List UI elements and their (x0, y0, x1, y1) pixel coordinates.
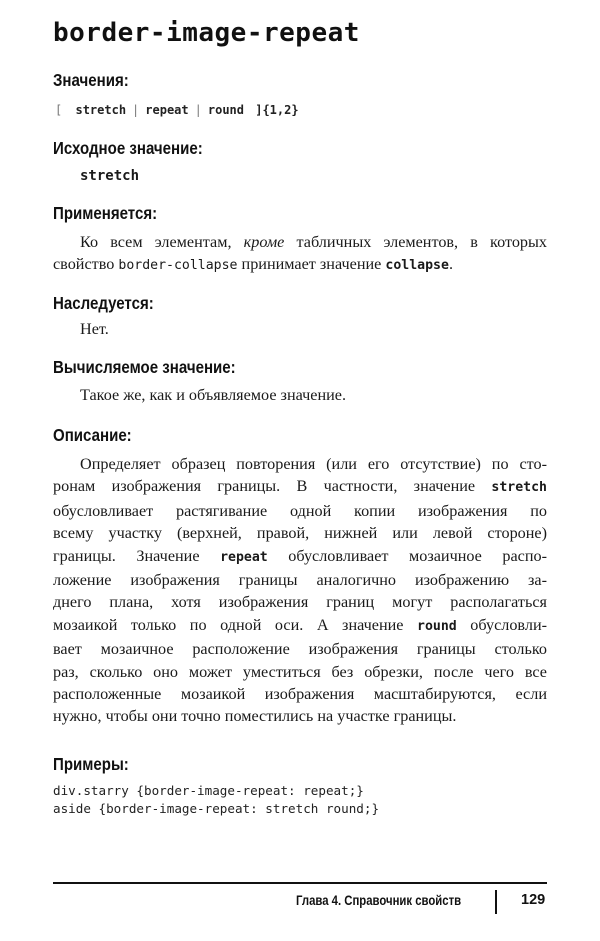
inherited-value: Нет. (80, 320, 109, 338)
footer-separator (495, 890, 497, 914)
text-run: обусловливает мозаичное распо- (267, 546, 547, 565)
footer-divider (53, 882, 547, 884)
paragraph-line: всему участку (верхней, правой, нижней или левой стороне) (53, 524, 547, 543)
applies-paragraph (53, 231, 547, 278)
initial-value: stretch (80, 168, 140, 184)
examples-heading: Примеры: (53, 754, 129, 774)
applies-heading: Применяется: (53, 203, 158, 223)
values-heading: Значения: (53, 70, 129, 90)
computed-value: Такое же, как и объявляемое значение. (80, 386, 347, 404)
syntax-option-stretch: stretch (75, 103, 127, 117)
property-title: border-image-repeat (53, 18, 360, 48)
text-run: мозаикой только по одной оси. А значение (53, 615, 418, 634)
inline-code: collapse (385, 258, 449, 274)
description-heading: Описание: (53, 425, 132, 445)
text-run: свойство (53, 255, 119, 274)
inherited-heading: Наследуется: (53, 293, 154, 313)
initial-heading: Исходное значение: (53, 138, 203, 158)
example-code-1: div.starry {border-image-repeat: repeat;} (53, 783, 364, 798)
paragraph-line: нужно, чтобы они точно поместились на участке границы. (53, 707, 457, 726)
paragraph-line: днего плана, хотя изображения границ могут располагаться (53, 593, 547, 612)
paragraph-line: вает мозаичное расположение изображения границы столько (53, 640, 547, 659)
syntax-open-bracket: [ (55, 103, 63, 117)
paragraph-line: ложение изображения границы аналогично изображению за- (53, 571, 547, 590)
text-run: Ко всем элементам, (80, 233, 244, 251)
text-run: обусловли- (456, 615, 547, 634)
text-run: . (448, 255, 453, 274)
inline-code: stretch (491, 480, 547, 496)
paragraph-line: раз, сколько оно может уместиться без обрезки, после чего все (53, 662, 547, 681)
inline-code: repeat (220, 549, 268, 565)
text-run: табличных элементов, в которых (284, 233, 548, 251)
page-number: 129 (521, 892, 546, 908)
computed-heading: Вычисляемое значение: (53, 357, 236, 377)
running-footer-chapter: Глава 4. Справочник свойств (296, 893, 462, 908)
text-run: границы. Значение (53, 546, 221, 565)
paragraph-line: обусловливает растягивание одной копии изображения по (53, 501, 547, 520)
paragraph-line (53, 545, 547, 569)
syntax-option-repeat: repeat (145, 103, 189, 117)
description-paragraph (53, 453, 547, 728)
example-code-2: aside {border-image-repeat: stretch round;} (53, 801, 380, 816)
syntax-separator: | (132, 103, 140, 117)
paragraph-line (53, 231, 547, 253)
paragraph-line (53, 253, 547, 277)
inline-code: border-collapse (118, 258, 238, 274)
paragraph-line (53, 475, 547, 499)
paragraph-line: Определяет образец повторения (или его отсутствие) по сто- (80, 455, 547, 473)
emphasis: кроме (243, 233, 285, 251)
syntax-separator: | (194, 103, 202, 117)
syntax-multiplier: ]{1,2} (255, 103, 299, 117)
syntax-option-round: round (207, 103, 244, 117)
text-run: принимает значение (237, 255, 386, 274)
values-syntax (55, 103, 299, 117)
text-run: ронам изображения границы. В частности, значение (53, 477, 492, 496)
inline-code: round (417, 618, 457, 634)
paragraph-line (53, 614, 547, 638)
paragraph-line: расположенные мозаикой изображения масштабируются, если (53, 685, 547, 704)
